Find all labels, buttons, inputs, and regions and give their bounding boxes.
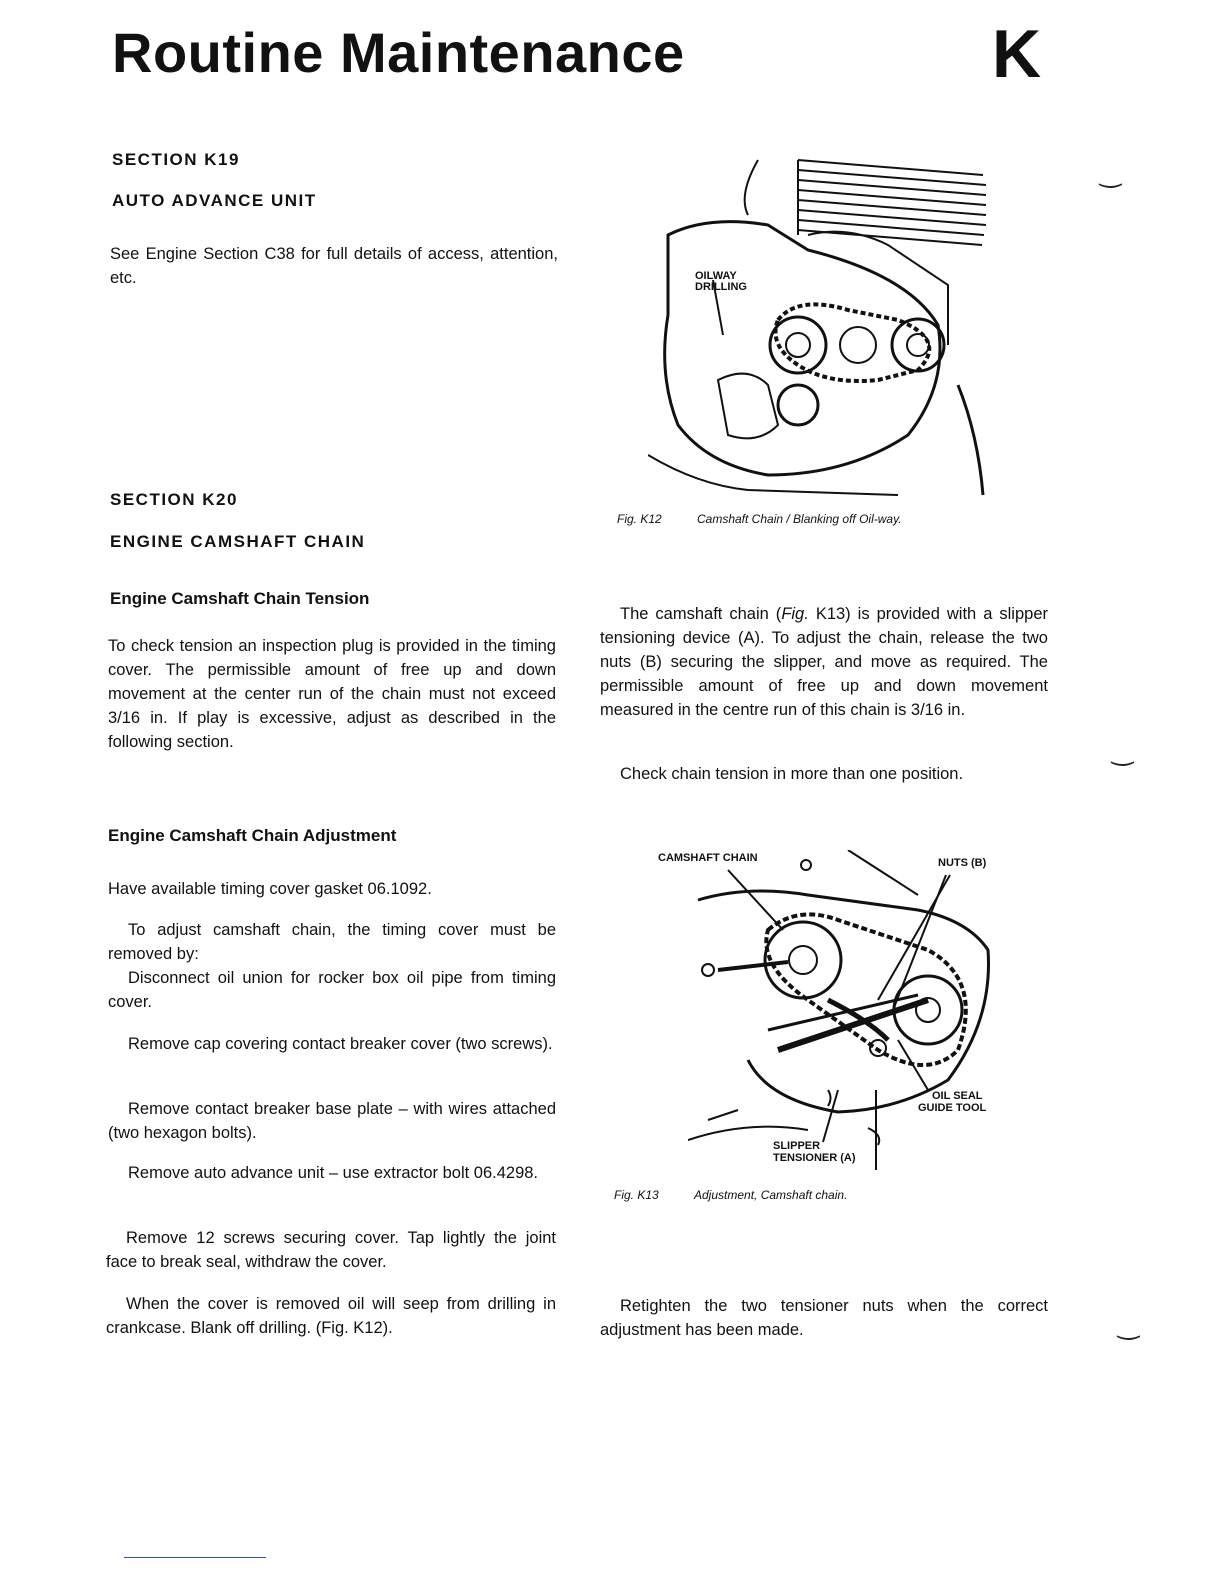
chain-check-paragraph: Check chain tension in more than one position.	[620, 765, 964, 783]
label-oilway: OILWAY	[695, 270, 737, 282]
section-letter: K	[992, 16, 1042, 92]
figure-k13-caption	[614, 1188, 847, 1202]
label-drilling: DRILLING	[695, 281, 747, 293]
chain-p1-unit: in.	[943, 701, 966, 719]
label-camshaft-chain: CAMSHAFT CHAIN	[658, 852, 758, 864]
chain-p1-fraction: 3/16	[910, 701, 944, 719]
label-guide-tool: GUIDE TOOL	[918, 1102, 987, 1114]
section-k19-label: SECTION K19	[112, 150, 240, 169]
chain-p1-before: The camshaft chain (	[620, 605, 782, 623]
chain-slipper-paragraph	[600, 602, 1048, 722]
figure-k13-text: Adjustment, Camshaft chain.	[694, 1188, 848, 1202]
label-slipper: SLIPPER	[773, 1140, 821, 1152]
footnote-rule	[124, 1557, 266, 1558]
chain-p1-fig: Fig.	[781, 605, 809, 623]
figure-k12-text: Camshaft Chain / Blanking off Oil-way.	[697, 512, 902, 526]
figure-k12-caption	[617, 512, 902, 526]
adjustment-step: To adjust camshaft chain, the timing cover must be removed by:	[108, 921, 556, 963]
closing-paragraph: Retighten the two tensioner nuts when the correct adjustment has been made.	[600, 1297, 1048, 1339]
margin-mark: ‿	[1112, 736, 1133, 766]
tension-body	[108, 634, 556, 754]
section-k20-label: SECTION K20	[110, 490, 238, 509]
label-oil-seal: OIL SEAL	[932, 1090, 983, 1102]
section-k20-title: ENGINE CAMSHAFT CHAIN	[110, 532, 366, 551]
margin-mark: ‿	[1118, 1310, 1139, 1340]
figure-k13-illustration	[688, 850, 998, 1170]
label-nuts: NUTS (B)	[938, 857, 987, 869]
section-k19-title: AUTO ADVANCE UNIT	[112, 191, 317, 210]
figure-k12-number: Fig. K12	[617, 512, 662, 526]
adjustment-step: Have available timing cover gasket 06.1092.	[108, 880, 432, 898]
camshaft-adjustment-drawing	[688, 850, 998, 1170]
adjustment-step: When the cover is removed oil will seep from drilling in crankcase. Blank off drilling. (Fig. K12).	[106, 1295, 556, 1337]
tension-heading: Engine Camshaft Chain Tension	[110, 589, 370, 608]
section-k19-body: See Engine Section C38 for full details of access, attention, etc.	[110, 245, 558, 287]
adjustment-heading: Engine Camshaft Chain Adjustment	[108, 826, 397, 845]
tension-body-before: To check tension an inspection plug is provided in the timing cover. The permissible amount of free up and down movement at the center run of the chain must not exceed	[108, 637, 556, 703]
margin-mark: ‿	[1100, 158, 1121, 188]
adjustment-step: Remove 12 screws securing cover. Tap lightly the joint face to break seal, withdraw the cover.	[106, 1229, 556, 1271]
label-tensioner: TENSIONER (A)	[773, 1152, 856, 1164]
figure-k12-illustration	[648, 155, 990, 497]
adjustment-step: Remove contact breaker base plate – with wires attached (two hexagon bolts).	[108, 1100, 556, 1142]
adjustment-step: Disconnect oil union for rocker box oil pipe from timing cover.	[108, 969, 556, 1011]
adjustment-step: Remove cap covering contact breaker cover (two screws).	[128, 1035, 553, 1053]
tension-fraction: 3/16	[108, 709, 141, 727]
adjustment-step: Remove auto advance unit – use extractor bolt 06.4298.	[128, 1164, 539, 1182]
figure-k13-number: Fig. K13	[614, 1188, 659, 1202]
chain-p1-after: K13) is provided with a slipper tensioning device (A). To adjust the chain, release the two nuts (B) securing the slipper, and move as required. The permissible amount of free up and down movement measured in the centre run of this chain is	[600, 605, 1048, 719]
page-title: Routine Maintenance	[112, 21, 685, 84]
tension-body-after: in. If play is excessive, adjust as described in the following section.	[108, 709, 556, 751]
engine-timing-drawing	[648, 155, 990, 497]
